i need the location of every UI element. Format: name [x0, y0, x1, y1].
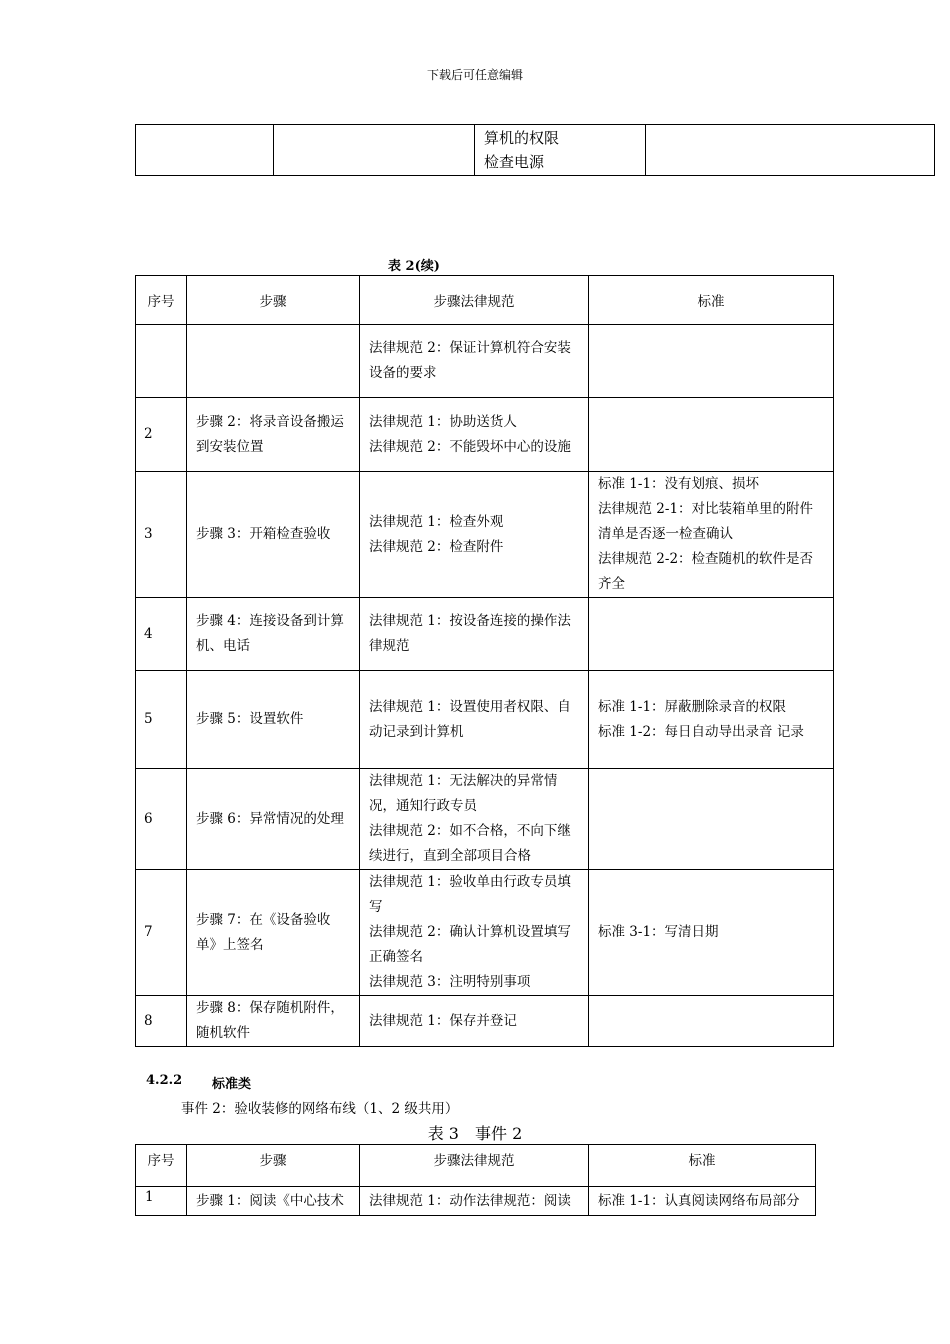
table2-cell-step: [187, 472, 360, 598]
table2-cell-standard: [589, 769, 834, 870]
table2-cell-standard: [589, 325, 834, 398]
table2-cell-standard: [589, 870, 834, 996]
table2-cell-step: [187, 769, 360, 870]
cell-line: 算机的权限: [484, 129, 560, 147]
table2-cell-seq: 8: [136, 996, 187, 1047]
cell-line: 设备的要求: [369, 365, 437, 381]
table2-cell-standard: [589, 472, 834, 598]
cell-line: 法律规范 2：确认计算机设置填写: [369, 924, 571, 940]
table-row: [136, 870, 834, 996]
table2-cell-norm: [360, 398, 589, 472]
cell-line: 法律规范 1：保存并登记: [369, 1012, 517, 1029]
cell-line: 法律规范 2：不能毁坏中心的设施: [369, 438, 571, 455]
table-row: [136, 769, 834, 870]
table2-cell-standard: [589, 996, 834, 1047]
table2-cell-seq: 3: [136, 472, 187, 598]
cell-line: 法律规范 1：验收单由行政专员填: [369, 874, 571, 890]
cell-line: 法律规范 2：如不合格，不向下继: [369, 823, 571, 839]
table-row: [136, 1187, 816, 1216]
cell-line: 法律规范 2：保证计算机符合安装: [369, 340, 571, 356]
table3-header-step: 步骤: [187, 1145, 360, 1187]
table-row: [136, 996, 834, 1047]
cell-line: 法律规范 1：检查外观: [369, 513, 504, 530]
cell-line: 动记录到计算机: [369, 723, 464, 740]
table2-cell-norm: [360, 472, 589, 598]
table2-header-seq: 序号: [136, 276, 187, 325]
event-line: 事件 2：验收装修的网络布线（1、2 级共用）: [181, 1101, 459, 1117]
cell-line: 法律规范 2：检查附件: [369, 538, 504, 555]
cell-line: 到安装位置: [196, 438, 264, 455]
cell-line: 法律规范 1：协助送货人: [369, 413, 517, 430]
table2-cell-step: [187, 996, 360, 1047]
cell-line: 法律规范 2-2：检查随机的软件是否: [598, 551, 814, 567]
cell-line: 法律规范 1：无法解决的异常情: [369, 773, 558, 789]
cell-line: 标准 3-1：写清日期: [598, 924, 719, 940]
table2-cell-norm: [360, 598, 589, 671]
section-title: 标准类: [212, 1077, 252, 1092]
cell-line: 标准 1-1：没有划痕、损坏: [598, 476, 760, 492]
table2-header-step: 步骤: [187, 276, 360, 325]
table3-header-seq: 序号: [136, 1145, 187, 1187]
cell-line: 况，通知行政专员: [369, 798, 477, 814]
table2-cell-step: [187, 325, 360, 398]
table-row: [136, 325, 834, 398]
table2-cell-standard: [589, 598, 834, 671]
table3-cell-norm: 法律规范 1：动作法律规范：阅读: [360, 1187, 589, 1216]
cell-line: 正确签名: [369, 949, 423, 965]
cell-line: 写: [369, 899, 383, 915]
table2-cell-step: [187, 671, 360, 769]
cell-line: 齐全: [598, 576, 625, 592]
table2-cell-norm: [360, 671, 589, 769]
table2-cell-standard: [589, 671, 834, 769]
table3-cell-standard: 标准 1-1：认真阅读网络布局部分: [589, 1187, 816, 1216]
cell-line: 续进行，直到全部项目合格: [369, 848, 531, 864]
table2-cell-seq: 7: [136, 870, 187, 996]
table2-cell-seq: 6: [136, 769, 187, 870]
table-row: [136, 472, 834, 598]
table2-header-row: [136, 276, 834, 325]
table-row: [136, 671, 834, 769]
table2-cell-norm: [360, 996, 589, 1047]
table2-caption: 表 2(续): [388, 259, 440, 274]
table3: [135, 1144, 816, 1216]
table2-cell-step: [187, 870, 360, 996]
cell-line: 步骤 6：异常情况的处理: [196, 810, 344, 827]
table2: [135, 275, 834, 1047]
header-note: 下载后可任意编辑: [426, 68, 523, 82]
table3-caption: 表 3 事件 2: [427, 1124, 523, 1143]
table2-cell-seq: 2: [136, 398, 187, 472]
cell-line: 步骤 8：保存随机附件，: [196, 1000, 344, 1016]
cell-line: 步骤 4：连接设备到计算: [196, 613, 344, 629]
table2-cell-seq: [136, 325, 187, 398]
table3-header-norm: 步骤法律规范: [360, 1145, 589, 1187]
table-row: [136, 398, 834, 472]
cell-line: 标准 1-2：每日自动导出录音 记录: [598, 723, 804, 740]
table3-cell-seq: 1: [136, 1187, 187, 1216]
cell-line: 清单是否逐一检查确认: [598, 526, 733, 542]
table3-header-standard: 标准: [589, 1145, 816, 1187]
table2-cell-norm: [360, 870, 589, 996]
cell-line: 随机软件: [196, 1025, 250, 1041]
cell-line: 步骤 7：在《设备验收: [196, 911, 331, 928]
table-continuation: [135, 124, 935, 176]
cell-line: 步骤 2：将录音设备搬运: [196, 413, 344, 430]
table3-header-row: [136, 1145, 816, 1187]
table2-cell-seq: 4: [136, 598, 187, 671]
table2-cell-norm: [360, 769, 589, 870]
table-row: [136, 598, 834, 671]
cell-line: 法律规范 3：注明特别事项: [369, 974, 531, 990]
cell-line: 法律规范 1：按设备连接的操作法: [369, 613, 571, 629]
table1-cell-4: [646, 125, 935, 176]
cell-line: 步骤 5：设置软件: [196, 711, 304, 727]
table3-cell-step: 步骤 1：阅读《中心技术: [187, 1187, 360, 1216]
cell-line: 机、电话: [196, 638, 250, 654]
table1-cell-1: [136, 125, 274, 176]
table1-cell-2: [274, 125, 475, 176]
table2-header-standard: 标准: [589, 276, 834, 325]
table1-cell-3: [475, 125, 646, 176]
table2-cell-seq: 5: [136, 671, 187, 769]
cell-line: 律规范: [369, 638, 410, 654]
cell-line: 法律规范 2-1：对比装箱单里的附件: [598, 501, 814, 517]
table2-cell-step: [187, 598, 360, 671]
table2-cell-step: [187, 398, 360, 472]
table-row: [136, 125, 935, 176]
section-number: 4.2.2: [146, 1073, 183, 1088]
table2-header-norm: 步骤法律规范: [360, 276, 589, 325]
table2-cell-standard: [589, 398, 834, 472]
cell-line: 法律规范 1：设置使用者权限、自: [369, 698, 571, 715]
cell-line: 检查电源: [484, 153, 545, 171]
cell-line: 标准 1-1：屏蔽删除录音的权限: [598, 698, 787, 715]
table2-cell-norm: [360, 325, 589, 398]
cell-line: 步骤 3：开箱检查验收: [196, 526, 331, 542]
cell-line: 单》上签名: [196, 936, 264, 953]
